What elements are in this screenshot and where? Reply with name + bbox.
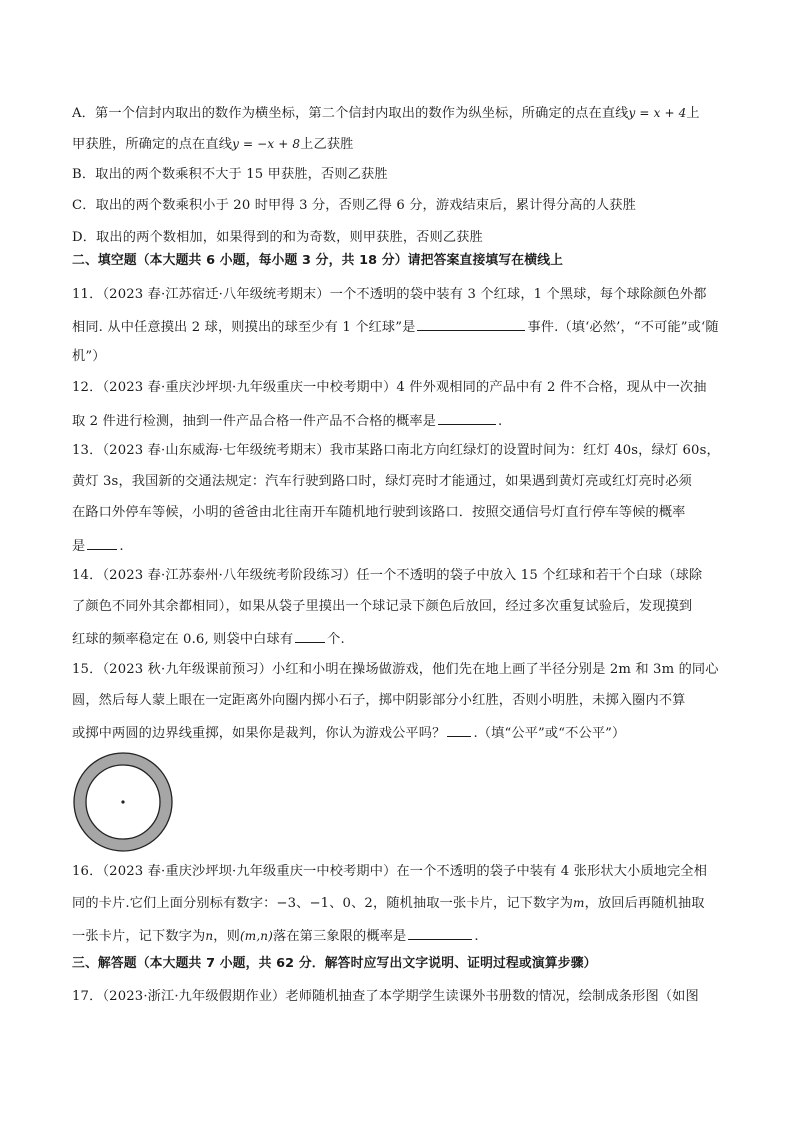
question-16-line-3 <box>72 926 722 946</box>
question-17-line-1: 17．（2023·浙江·九年级假期作业）老师随机抽查了本学期学生读课外书册数的情况，绘制成条形图（如图 <box>72 989 699 1004</box>
center-point <box>121 800 124 803</box>
question-12-text-end: . <box>498 414 503 429</box>
question-12-line-2 <box>72 411 722 431</box>
question-11-line-1: 11．（2023 春·江苏宿迁·八年级统考期末）一个不透明的袋中装有 3 个红球，1 个黑球，每个球除颜色外都 <box>72 287 707 302</box>
answer-blank <box>447 723 471 737</box>
question-14-line-2: 了颜色不同外其余都相同），如果从袋子里摸出一个球记录下颜色后放回，经过多次重复试验后，发现摸到 <box>72 599 693 614</box>
point-mn: (m,n) <box>239 929 273 943</box>
option-a-end: 上 <box>686 106 700 121</box>
option-a-line-1 <box>72 104 722 123</box>
question-16-text-2: ，放回后再随机抽取 <box>584 896 705 911</box>
question-16-text-3: 一张卡片，记下数字为 <box>72 929 206 944</box>
option-a-text: A．第一个信封内取出的数作为横坐标，第二个信封内取出的数作为纵坐标，所确定的点在直线 <box>72 106 629 121</box>
question-15-text: 或掷中两圆的边界线重掷，如果你是裁判，你认为游戏公平吗？ <box>72 726 446 741</box>
question-15-text-end: .（填“公平”或“不公平”） <box>473 726 626 741</box>
variable-m: m <box>573 896 585 910</box>
question-16-text-5: 落在第三象限的概率是 <box>273 929 407 944</box>
equation-line-1: y = x + 4 <box>628 106 687 120</box>
variable-n: n <box>205 929 214 943</box>
question-14-line-3 <box>72 629 722 649</box>
question-13-text-end: . <box>119 539 124 554</box>
option-d: D．取出的两个数相加，如果得到的和为奇数，则甲获胜，否则乙获胜 <box>72 230 483 245</box>
question-15-line-1: 15．（2023 秋·九年级课前预习）小红和小明在操场做游戏，他们先在地上画了半径分别是 2m 和 3m 的同心 <box>72 662 719 677</box>
question-11-text: 相同. 从中任意摸出 2 球，则摸出的球至少有 1 个红球”是 <box>72 320 416 335</box>
question-11-line-3: 机”） <box>72 349 106 364</box>
question-15-line-2: 圆，然后每人蒙上眼在一定距离外向圈内掷小石子，掷中阴影部分小红胜，否则小明胜，未掷入圈内不算 <box>72 693 686 708</box>
question-14-line-1: 14．（2023 春·江苏泰州·八年级统考阶段练习）任一个不透明的袋子中放入 15 个红球和若干个白球（球除 <box>72 568 703 583</box>
answer-blank <box>438 411 496 425</box>
answer-blank <box>408 926 472 940</box>
question-14-text: 红球的频率稳定在 0.6, 则袋中白球有 <box>72 632 294 647</box>
question-12-line-1: 12．（2023 春·重庆沙坪坝·九年级重庆一中校考期中）4 件外观相同的产品中有 2 件不合格，现从中一次抽 <box>72 380 707 395</box>
option-b: B．取出的两个数乘积不大于 15 甲获胜，否则乙获胜 <box>72 167 388 182</box>
question-13-line-3: 在路口外停车等候，小明的爸爸由北往南开车随机地行驶到该路口．按照交通信号灯直行停车等候的概率 <box>72 505 686 520</box>
answer-blank <box>295 629 325 643</box>
option-c: C．取出的两个数乘积小于 20 时甲得 3 分，否则乙得 6 分，游戏结束后，累计得分高的人获胜 <box>72 198 636 213</box>
question-13-line-1: 13．（2023 春·山东威海·七年级统考期末）我市某路口南北方向红绿灯的设置时间为：红灯 40s，绿灯 60s， <box>72 443 720 458</box>
question-15-line-3 <box>72 723 722 743</box>
concentric-circles-figure <box>72 750 176 854</box>
section-3-heading: 三、解答题（本大题共 7 小题，共 62 分．解答时应写出文字说明、证明过程或演算步骤） <box>72 956 597 971</box>
option-a-end-2: 上乙获胜 <box>300 137 354 152</box>
question-13-line-2: 黄灯 3s，我国新的交通法规定：汽车行驶到路口时，绿灯亮时才能通过，如果遇到黄灯亮或红灯亮时必须 <box>72 474 692 489</box>
question-16-text-end: . <box>474 929 479 944</box>
question-13-line-4 <box>72 536 722 556</box>
question-11-line-2 <box>72 317 722 337</box>
question-14-text-end: 个. <box>327 632 345 647</box>
question-12-text: 取 2 件进行检测，抽到一件产品合格一件产品不合格的概率是 <box>72 414 436 429</box>
section-2-heading: 二、填空题（本大题共 6 小题，每小题 3 分，共 18 分）请把答案直接填写在横线上 <box>72 253 564 268</box>
question-13-text: 是 <box>72 539 86 554</box>
option-a-text-2: 甲获胜，所确定的点在直线 <box>72 137 233 152</box>
question-16-text: 同的卡片.它们上面分别标有数字：−3、−1、0、2，随机抽取一张卡片，记下数字为 <box>72 896 574 911</box>
question-16-line-1: 16．（2023 春·重庆沙坪坝·九年级重庆一中校考期中）在一个不透明的袋子中装有 4 张形状大小质地完全相 <box>72 864 708 879</box>
question-16-line-2 <box>72 894 722 913</box>
option-a-line-2 <box>72 135 722 154</box>
question-11-text-end: 事件.（填‘必然’，“不可能”或‘随 <box>527 320 719 335</box>
question-16-text-4: ，则 <box>213 929 240 944</box>
answer-blank <box>87 536 117 550</box>
answer-blank <box>417 317 525 331</box>
equation-line-2: y = −x + 8 <box>232 137 301 151</box>
